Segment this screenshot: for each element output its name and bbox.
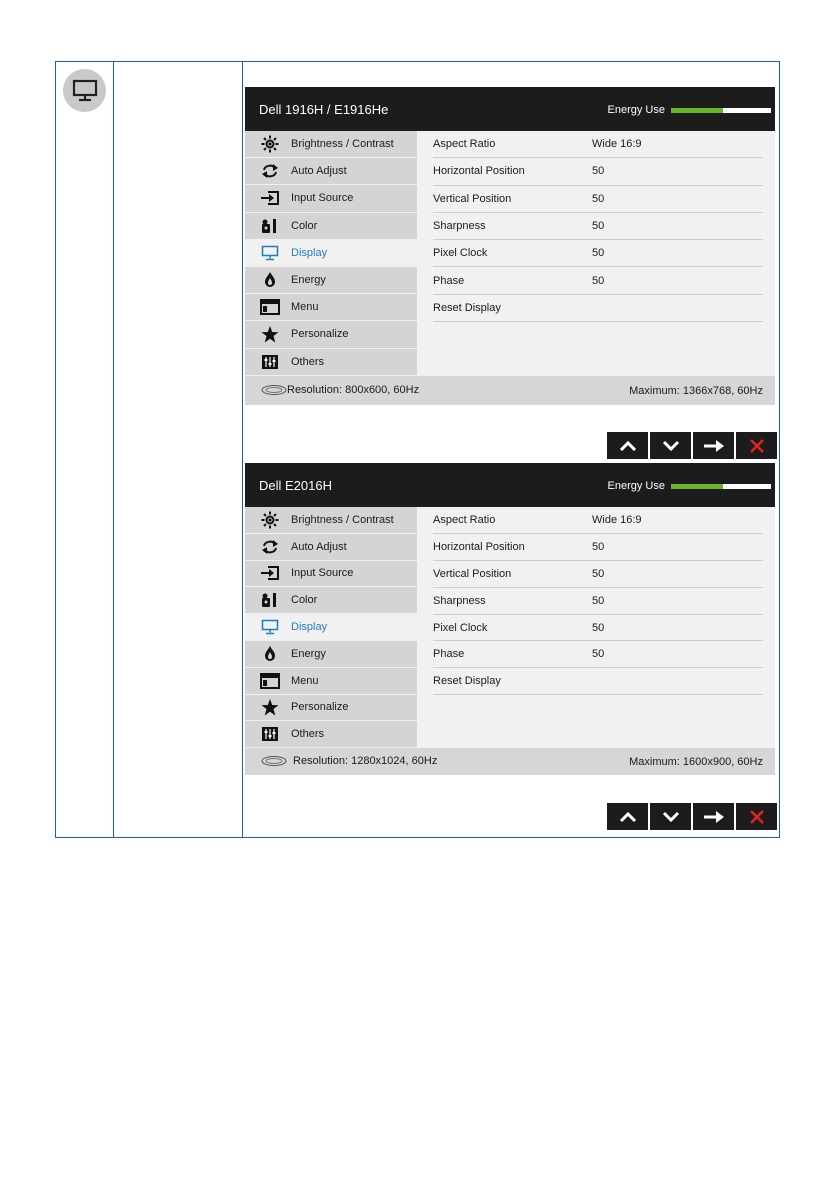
energy-use-label: Energy Use — [607, 480, 665, 492]
setting-name: Horizontal Position — [433, 165, 525, 178]
setting-value: 50 — [592, 621, 605, 634]
setting-sharpness[interactable] — [433, 213, 763, 240]
menu-item-energy[interactable] — [245, 267, 417, 294]
display-icon — [259, 619, 281, 635]
menu-item-label: Brightness / Contrast — [291, 513, 394, 526]
brightness-icon — [259, 511, 281, 529]
right-arrow-button[interactable] — [693, 803, 734, 830]
energy-icon — [259, 272, 281, 288]
menu-item-label: Energy — [291, 647, 326, 660]
setting-reset-display[interactable] — [433, 295, 763, 322]
menu-item-energy[interactable] — [245, 641, 417, 668]
setting-value: Wide 16:9 — [592, 513, 642, 526]
color-icon — [259, 218, 281, 234]
connector-icon — [261, 755, 287, 767]
menu-item-label: Auto Adjust — [291, 540, 347, 553]
osd-nav-buttons — [605, 432, 777, 459]
menu-icon — [259, 673, 281, 689]
input-source-icon — [259, 191, 281, 205]
menu-item-others[interactable] — [245, 349, 417, 376]
table-divider — [113, 62, 114, 837]
setting-phase[interactable] — [433, 267, 763, 294]
energy-use-bar — [671, 484, 771, 489]
menu-item-auto-adjust[interactable] — [245, 534, 417, 561]
down-arrow-icon — [662, 811, 680, 823]
setting-name: Aspect Ratio — [433, 138, 496, 151]
osd-settings — [417, 131, 775, 376]
menu-item-menu[interactable] — [245, 668, 417, 695]
setting-name: Reset Display — [433, 301, 501, 314]
maximum-resolution: Maximum: 1600x900, 60Hz — [629, 756, 763, 768]
right-arrow-icon — [703, 439, 725, 453]
menu-item-brightness-contrast[interactable] — [245, 507, 417, 534]
setting-name: Sharpness — [433, 594, 486, 607]
setting-pixel-clock[interactable] — [433, 615, 763, 642]
star-icon — [259, 699, 281, 716]
osd-nav-buttons — [605, 803, 777, 830]
osd-title: Dell 1916H / E1916He — [259, 102, 389, 117]
setting-vertical-position[interactable] — [433, 186, 763, 213]
menu-item-label: Others — [291, 728, 325, 741]
up-arrow-icon — [619, 440, 637, 452]
setting-name: Horizontal Position — [433, 540, 525, 553]
osd-settings — [417, 507, 775, 748]
setting-pixel-clock[interactable] — [433, 240, 763, 267]
setting-name: Aspect Ratio — [433, 513, 496, 526]
setting-phase[interactable] — [433, 641, 763, 668]
osd-title: Dell E2016H — [259, 478, 332, 493]
osd-menu — [245, 507, 417, 748]
osd-footer — [245, 376, 775, 405]
osd-header — [245, 87, 775, 131]
setting-name: Reset Display — [433, 675, 501, 688]
osd-body — [245, 507, 775, 748]
close-button[interactable] — [736, 803, 777, 830]
up-arrow-icon — [619, 811, 637, 823]
input-source-icon — [259, 566, 281, 580]
menu-item-label: Menu — [291, 301, 319, 314]
right-arrow-button[interactable] — [693, 432, 734, 459]
menu-item-input-source[interactable] — [245, 185, 417, 212]
setting-value: 50 — [592, 165, 605, 178]
menu-item-label: Color — [291, 594, 318, 607]
setting-horizontal-position[interactable] — [433, 158, 763, 185]
display-icon — [259, 245, 281, 261]
energy-use-bar — [671, 108, 771, 113]
menu-item-label: Display — [291, 621, 328, 634]
close-icon — [749, 809, 765, 825]
menu-item-label: Display — [291, 246, 328, 259]
menu-item-personalize[interactable] — [245, 695, 417, 722]
menu-item-label: Personalize — [291, 328, 349, 341]
star-icon — [259, 326, 281, 343]
up-arrow-button[interactable] — [607, 432, 648, 459]
menu-item-personalize[interactable] — [245, 321, 417, 348]
menu-item-label: Personalize — [291, 701, 349, 714]
others-icon — [259, 354, 281, 370]
resolution-info — [261, 384, 419, 396]
menu-item-color[interactable] — [245, 587, 417, 614]
menu-item-input-source[interactable] — [245, 561, 417, 588]
setting-value: 50 — [592, 648, 605, 661]
osd-menu — [245, 131, 417, 376]
setting-value: 50 — [592, 247, 605, 260]
brightness-icon — [259, 135, 281, 153]
menu-item-display[interactable] — [245, 614, 417, 641]
table-divider — [242, 62, 243, 837]
resolution-info — [261, 755, 437, 767]
setting-name: Pixel Clock — [433, 621, 488, 634]
close-button[interactable] — [736, 432, 777, 459]
osd-header — [245, 463, 775, 507]
energy-use — [608, 104, 771, 116]
setting-value: 50 — [592, 567, 605, 580]
menu-item-display[interactable] — [245, 240, 417, 267]
setting-vertical-position[interactable] — [433, 561, 763, 588]
maximum-resolution: Maximum: 1366x768, 60Hz — [629, 385, 763, 397]
setting-name: Sharpness — [433, 220, 486, 233]
setting-value: 50 — [592, 274, 605, 287]
setting-value: 50 — [592, 594, 605, 607]
osd-body — [245, 131, 775, 376]
setting-value: 50 — [592, 540, 605, 553]
menu-item-auto-adjust[interactable] — [245, 158, 417, 185]
right-arrow-icon — [703, 810, 725, 824]
setting-name: Phase — [433, 648, 465, 661]
setting-value: 50 — [592, 220, 605, 233]
menu-icon — [259, 299, 281, 315]
menu-item-label: Auto Adjust — [291, 165, 347, 178]
setting-horizontal-position[interactable] — [433, 534, 763, 561]
connector-icon — [261, 384, 287, 396]
resolution-text: Resolution: 800x600, 60Hz — [287, 384, 420, 396]
energy-use-fill — [671, 108, 723, 113]
down-arrow-icon — [662, 440, 680, 452]
osd-panel-1916h — [245, 87, 775, 405]
color-icon — [259, 592, 281, 608]
auto-adjust-icon — [259, 539, 281, 555]
energy-use — [608, 480, 771, 492]
setting-aspect-ratio[interactable] — [433, 507, 763, 534]
energy-icon — [259, 646, 281, 662]
setting-value: 50 — [592, 192, 605, 205]
energy-use-fill — [671, 484, 723, 489]
setting-sharpness[interactable] — [433, 588, 763, 615]
display-icon — [63, 69, 106, 112]
energy-use-label: Energy Use — [607, 104, 665, 116]
others-icon — [259, 726, 281, 742]
close-icon — [749, 438, 765, 454]
menu-item-label: Brightness / Contrast — [291, 138, 394, 151]
setting-aspect-ratio[interactable] — [433, 131, 763, 158]
setting-name: Vertical Position — [433, 192, 512, 205]
menu-item-label: Others — [291, 355, 325, 368]
setting-value: Wide 16:9 — [592, 138, 642, 151]
resolution-text: Resolution: 1280x1024, 60Hz — [293, 755, 438, 767]
down-arrow-button[interactable] — [650, 803, 691, 830]
menu-item-label: Color — [291, 219, 318, 232]
menu-item-label: Menu — [291, 674, 319, 687]
menu-item-brightness-contrast[interactable] — [245, 131, 417, 158]
setting-name: Phase — [433, 274, 465, 287]
menu-item-label: Energy — [291, 274, 326, 287]
up-arrow-button[interactable] — [607, 803, 648, 830]
osd-footer — [245, 748, 775, 775]
menu-item-menu[interactable] — [245, 294, 417, 321]
setting-name: Vertical Position — [433, 567, 512, 580]
menu-item-label: Input Source — [291, 192, 354, 205]
menu-item-color[interactable] — [245, 213, 417, 240]
setting-reset-display[interactable] — [433, 668, 763, 695]
menu-item-others[interactable] — [245, 721, 417, 748]
auto-adjust-icon — [259, 163, 281, 179]
osd-panel-e2016h — [245, 463, 775, 775]
down-arrow-button[interactable] — [650, 432, 691, 459]
menu-item-label: Input Source — [291, 567, 354, 580]
setting-name: Pixel Clock — [433, 247, 488, 260]
